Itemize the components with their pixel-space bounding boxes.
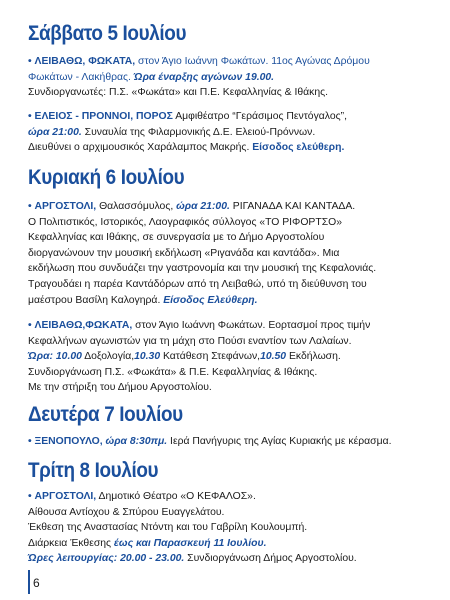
event-place: ΛΕΙΒΑΘΩ,ΦΩΚΑΤΑ, — [34, 320, 133, 331]
footer-rule — [28, 570, 30, 594]
event-xenopoulo-feast: • ΞΕΝΟΠΟΥΛΟ, ώρα 8:30πμ. Ιερά Πανήγυρις της Αγίας Κυριακής με κέρασμα. — [28, 436, 392, 447]
heading-saturday: Σάββατο 5 Ιουλίου — [28, 22, 187, 45]
free-entry: Είσοδος Ελεύθερη. — [163, 294, 258, 306]
heading-sunday: Κυριακή 6 Ιουλίου — [28, 166, 185, 189]
event-time: Ώρα: 10.00 — [28, 351, 82, 363]
bullet: • — [28, 491, 32, 502]
opening-hours: Ώρες λειτουργίας: 20.00 - 23.00. — [28, 553, 185, 565]
bullet: • — [28, 320, 32, 331]
bullet: • — [28, 56, 32, 67]
free-entry: Είσοδος ελεύθερη. — [252, 142, 345, 154]
bullet: • — [28, 436, 32, 447]
event-place: ΑΡΓΟΣΤΟΛΙ, — [34, 491, 97, 502]
event-time: ώρα 21:00. — [176, 201, 230, 212]
event-place: ΑΡΓΟΣΤΟΛΙ, — [34, 201, 97, 212]
event-leivatho-commemoration: • ΛΕΙΒΑΘΩ,ΦΩΚΑΤΑ, στον Άγιο Ιωάννη Φωκάτων. Εορτασμοί προς τιμήν Κεφαλλήνων αγωνιστών για τη μάχη στο Πούσι εναντίον των Λαλαίων. Ώρα: 10.00 Δοξολογία,10.30 Κατάθεση Στεφάνων,10.50 Εκδήλωση. Συνδιοργάνωση Π.Σ. «Φωκάτα» & Π.Ε. Κεφαλληνίας & Ιθάκης. Με την στήριξη του Δήμου Αργοστολίου. — [28, 320, 371, 394]
event-place: ΕΛΕΙΟΣ - ΠΡΟΝΝΟΙ, ΠΟΡΟΣ — [34, 111, 173, 122]
exhibition-duration: έως και Παρασκευή 11 Ιουλίου. — [113, 537, 267, 549]
event-time: ώρα 8:30πμ. — [102, 436, 168, 447]
event-eleios-concert: • ΕΛΕΙΟΣ - ΠΡΟΝΝΟΙ, ΠΟΡΟΣ Αμφιθέατρο “Γεράσιμος Πεντόγαλος”, ώρα 21:00. Συναυλία της Φιλαρμονικής Δ.Ε. Ελειού-Πρόννων. Διευθύνει ο αρχιμουσικός Χαράλαμπος Μακρής. Είσοδος ελεύθερη. — [28, 111, 347, 154]
bullet: • — [28, 111, 32, 122]
heading-tuesday: Τρίτη 8 Ιουλίου — [28, 459, 159, 482]
event-time: ώρα 21:00. — [28, 126, 82, 138]
heading-monday: Δευτέρα 7 Ιουλίου — [28, 403, 183, 426]
event-place: ΛΕΙΒΑΘΩ, ΦΩΚΑΤΑ, — [34, 56, 136, 67]
event-time: Ώρα έναρξης αγώνων 19.00. — [133, 71, 275, 83]
event-argostoli-exhibition: • ΑΡΓΟΣΤΟΛΙ, Δημοτικό Θέατρο «Ο ΚΕΦΑΛΟΣ». Αίθουσα Αντίοχου & Σπύρου Ευαγγελάτου. Έκθεση της Αναστασίας Ντόντη και του Γαβρίλη Κουλουμπή. Διάρκεια Έκθεσης έως και Παρασκευή 11 Ιουλίου. Ώρες λειτουργίας: 20.00 - 23.00. Συνδιοργάνωση Δήμος Αργοστολίου. — [28, 491, 357, 565]
event-place: ΞΕΝΟΠΟΥΛΟ, — [34, 436, 103, 447]
page-number: 6 — [33, 576, 40, 590]
event-argostoli-riganada: • ΑΡΓΟΣΤΟΛΙ, Θαλασσόμυλος, ώρα 21:00. ΡΙΓΑΝΑΔΑ ΚΑΙ ΚΑΝΤΑΔΑ. Ο Πολιτιστικός, Ιστορικός, Λαογραφικός σύλλογος «ΤΟ ΡΙΦΟΡΤΣΟ» Κεφαλληνίας και Ιθάκης, σε συνεργασία με το Δήμο Αργοστολίου διοργανώνουν την μουσική εκδήλωση «Ριγανάδα και καντάδα». Μια εκδήλωση που συνδυάζει την γαστρονομία και την μουσική της Κεφαλονιάς. Τραγουδάει η παρέα Καντάδόρων από τη Λειβαθώ, υπό τη διεύθυνση του μαέστρου Βασίλη Καλογηρά. Είσοδος Ελεύθερη. — [28, 201, 377, 306]
bullet: • — [28, 201, 32, 212]
event-leivatho-race: • ΛΕΙΒΑΘΩ, ΦΩΚΑΤΑ, στον Άγιο Ιωάννη Φωκάτων. 11ος Αγώνας Δρόμου Φωκάτων - Λακήθρας. Ώρα έναρξης αγώνων 19.00. Συνδιοργανωτές: Π.Σ. «Φωκάτα» και Π.Ε. Κεφαλληνίας & Ιθάκης. — [28, 56, 370, 99]
